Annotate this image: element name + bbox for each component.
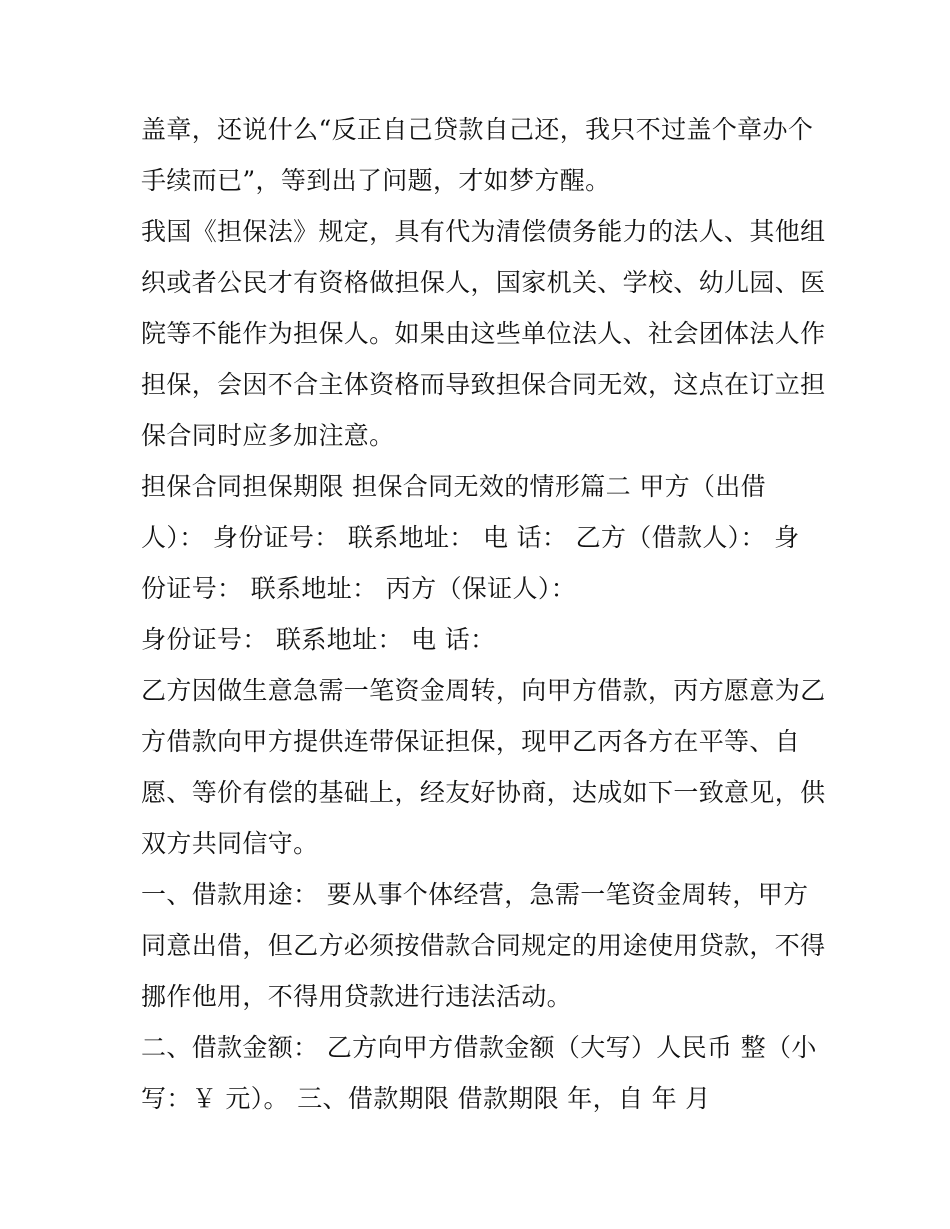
text-line: 担保，会因不合主体资格而导致担保合同无效，这点在订立担	[141, 370, 826, 399]
text-line: 愿、等价有偿的基础上，经友好协商，达成如下一致意见，供	[141, 778, 826, 807]
text-line: 保合同时应多加注意。	[141, 421, 395, 450]
text-line: 手续而已”，等到出了问题，才如梦方醒。	[141, 166, 611, 195]
text-line: 担保合同担保期限 担保合同无效的情形篇二 甲方（出借	[141, 472, 766, 501]
document-body	[141, 104, 826, 1124]
text-line: 方借款向甲方提供连带保证担保，现甲乙丙各方在平等、自	[141, 727, 801, 756]
text-line: 织或者公民才有资格做担保人，国家机关、学校、幼儿园、医	[141, 268, 826, 297]
text-line: 我国《担保法》规定，具有代为清偿债务能力的法人、其他组	[141, 217, 826, 246]
text-line: 份证号： 联系地址： 丙方（保证人）：	[141, 574, 577, 603]
text-line: 写：￥ 元）。 三、借款期限 借款期限 年，自 年 月	[141, 1084, 711, 1113]
text-line: 挪作他用，不得用贷款进行违法活动。	[141, 982, 572, 1011]
text-line: 院等不能作为担保人。如果由这些单位法人、社会团体法人作	[141, 319, 826, 348]
text-line: 盖章，还说什么“反正自己贷款自己还，我只不过盖个章办个	[141, 115, 814, 144]
text-line: 双方共同信守。	[141, 829, 319, 858]
text-line: 乙方因做生意急需一笔资金周转，向甲方借款，丙方愿意为乙	[141, 676, 826, 705]
text-line: 人）： 身份证号： 联系地址： 电 话： 乙方（借款人）： 身	[141, 523, 800, 552]
text-line: 二、借款金额： 乙方向甲方借款金额（大写）人民币 整（小	[141, 1033, 817, 1062]
text-line: 身份证号： 联系地址： 电 话：	[141, 625, 496, 654]
text-line: 同意出借，但乙方必须按借款合同规定的用途使用贷款，不得	[141, 931, 826, 960]
text-line: 一、借款用途： 要从事个体经营，急需一笔资金周转，甲方	[141, 880, 809, 909]
